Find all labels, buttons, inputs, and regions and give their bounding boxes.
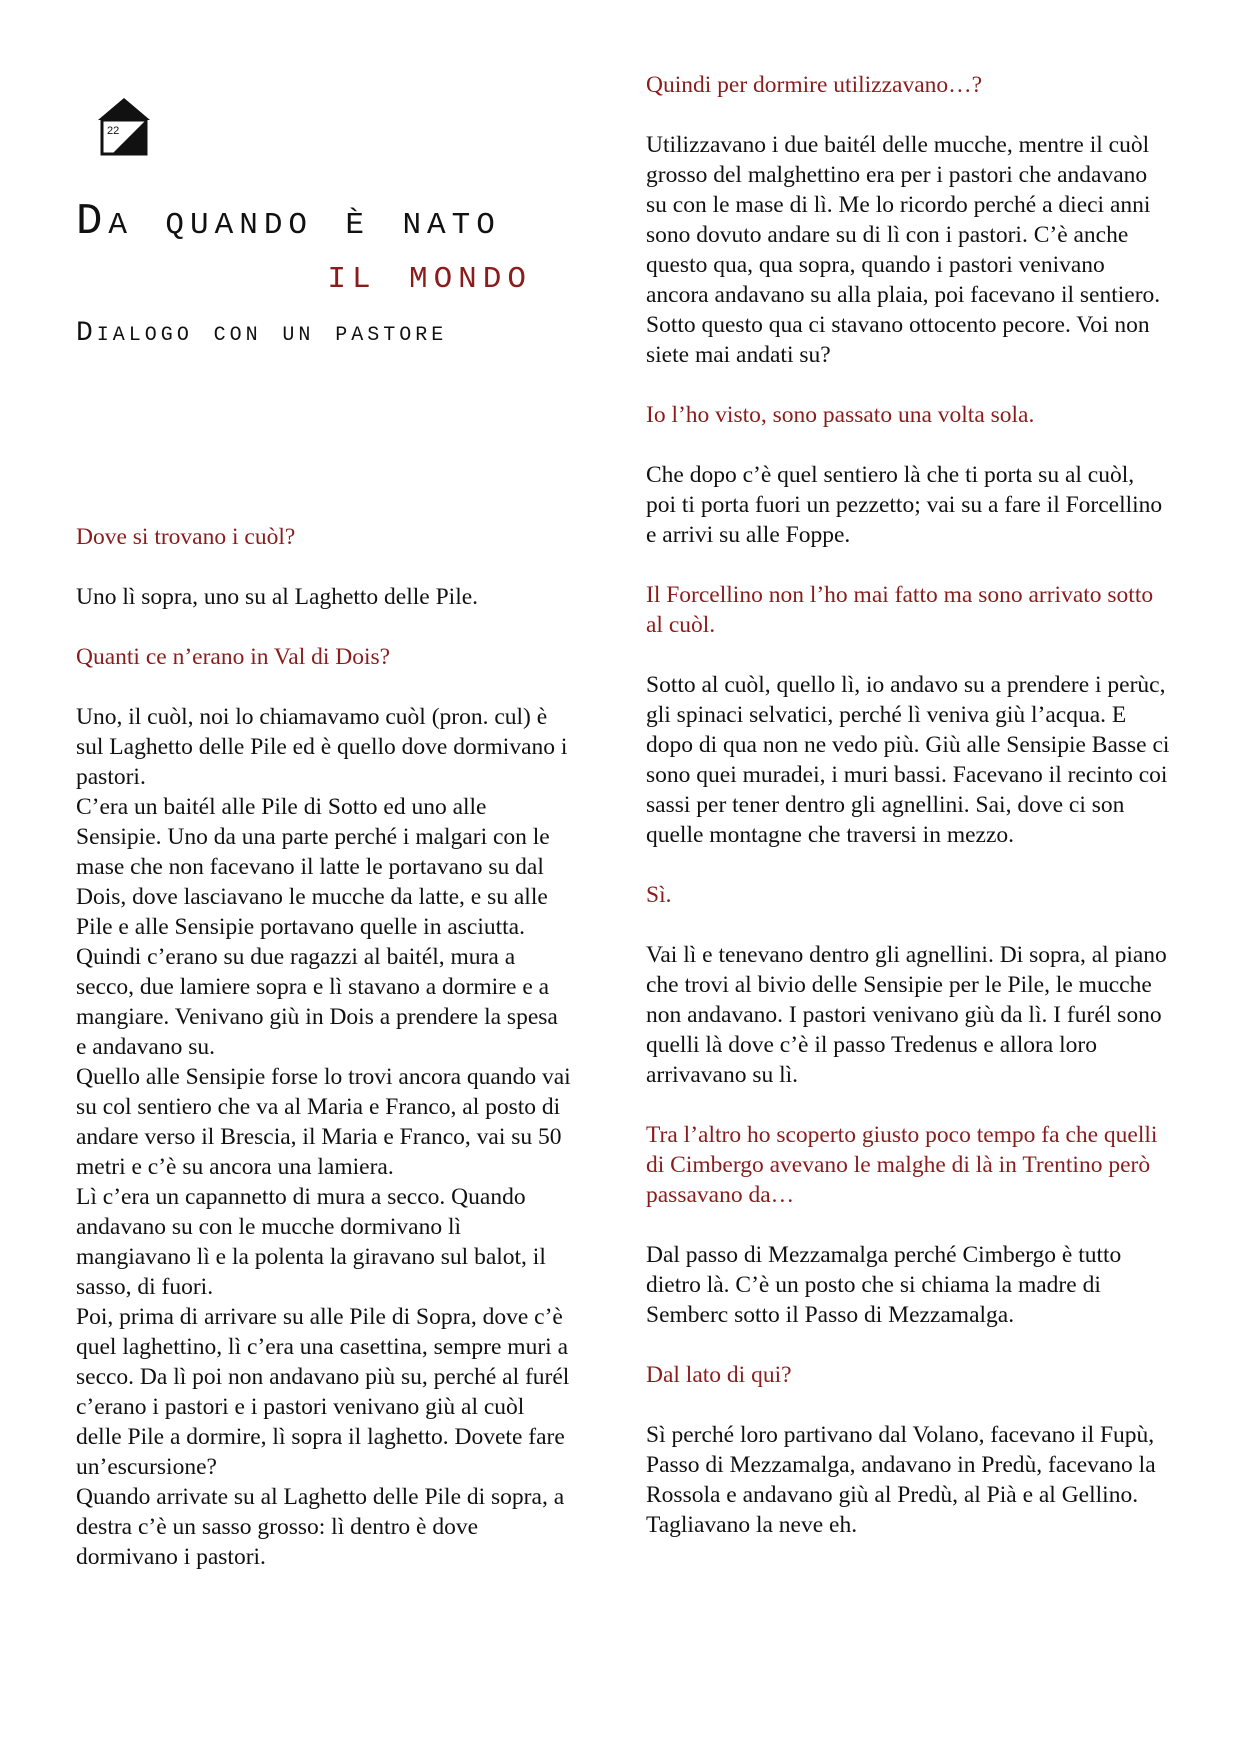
title-block (76, 196, 546, 349)
answer-paragraph: Poi, prima di arrivare su alle Pile di Sopra, dove c’è quel laghettino, lì c’era una casettina, sempre muri a secco. Da lì poi non andavano più su, perché al furél c’erano i pastori e i pastori venivano giù al cuòl delle Pile a dormire, lì sopra il laghetto. Dovete fare un’escursione? (76, 1304, 570, 1480)
shepherd-answer (646, 130, 1170, 370)
shepherd-answer (646, 460, 1170, 550)
interviewer-question: Quanti ce n’erano in Val di Dois? (76, 644, 391, 670)
shepherd-answer (646, 940, 1170, 1090)
answer-paragraph: Uno, il cuòl, noi lo chiamavamo cuòl (pron. cul) è sul Laghetto delle Pile ed è quello dove dormivano i pastori. (76, 704, 568, 790)
answer-paragraph: Quello alle Sensipie forse lo trovi ancora quando vai su col sentiero che va al Maria e Franco, al posto di andare verso il Brescia, il Maria e Franco, vai su 50 metri e c’è su ancora una lamiera. (76, 1064, 571, 1180)
shepherd-answer (646, 1240, 1170, 1330)
interviewer-question: Io l’ho visto, sono passato una volta sola. (646, 402, 1035, 428)
page-subtitle: Dialogo con un pastore (76, 318, 448, 349)
answer-paragraph: Utilizzavano i due baitél delle mucche, mentre il cuòl grosso del malghettino era per i pastori che andavano su con le mase di lì. Me lo ricordo perché a dieci anni sono dovuto andare su di lì con i pastori. C’è anche questo qua, qua sopra, quando i pastori venivano ancora andavano su alla plaia, poi facevano il sentiero. Sotto questo qua ci stavano ottocento pecore. Voi non siete mai andati su? (646, 132, 1161, 368)
answer-paragraph: Vai lì e tenevano dentro gli agnellini. Di sopra, al piano che trovi al bivio delle Sensipie per le Pile, le mucche non andavano. I pastori venivano giù da lì. I furél sono quelli là dove c’è il passo Tredenus e allora loro arrivavano su lì. (646, 942, 1167, 1088)
shepherd-answer (76, 582, 574, 612)
answer-paragraph: Lì c’era un capannetto di mura a secco. Quando andavano su con le mucche dormivano lì mangiavano lì e la polenta la giravano sul balot, il sasso, di fuori. (76, 1184, 546, 1300)
answer-paragraph: Quando arrivate su al Laghetto delle Pile di sopra, a destra c’è un sasso grosso: lì dentro è dove dormivano i pastori. (76, 1484, 565, 1570)
right-column (646, 70, 1170, 1570)
page-title-highlight: il mondo (327, 251, 532, 301)
left-column (76, 522, 574, 1602)
answer-paragraph: Sì perché loro partivano dal Volano, facevano il Fupù, Passo di Mezzamalga, andavano in Predù, facevano la Rossola e andavano giù al Predù, al Pià e al Gellino. Tagliavano la neve eh. (646, 1422, 1156, 1538)
interviewer-question: Quindi per dormire utilizzavano…? (646, 72, 983, 98)
house-icon (96, 96, 152, 156)
answer-paragraph: Dal passo di Mezzamalga perché Cimbergo è tutto dietro là. C’è un posto che si chiama la madre di Semberc sotto il Passo di Mezzamalga. (646, 1242, 1122, 1328)
interviewer-question: Il Forcellino non l’ho mai fatto ma sono arrivato sotto al cuòl. (646, 582, 1154, 638)
answer-paragraph: Sotto al cuòl, quello lì, io andavo su a prendere i perùc, gli spinaci selvatici, perché lì veniva giù l’acqua. E dopo di qua non ne vedo più. Giù alle Sensipie Basse ci sono quei muradei, i muri bassi. Facevano il recinto coi sassi per tener dentro gli agnellini. Sai, dove ci son quelle montagne che traversi in mezzo. (646, 672, 1170, 848)
page-number-badge (96, 96, 152, 156)
shepherd-answer (76, 702, 574, 1572)
interviewer-question: Tra l’altro ho scoperto giusto poco tempo fa che quelli di Cimbergo avevano le malghe di là in Trentino però passavano da… (646, 1122, 1158, 1208)
answer-paragraph: Uno lì sopra, uno su al Laghetto delle Pile. (76, 584, 479, 610)
page-title: Da quando è nato (76, 197, 501, 247)
answer-paragraph: C’era un baitél alle Pile di Sotto ed uno alle Sensipie. Uno da una parte perché i malgari con le mase che non facevano il latte le portavano su dal Dois, dove lasciavano le mucche da latte, e su alle Pile e alle Sensipie portavano quelle in asciutta. Quindi c’erano su due ragazzi al baitél, mura a secco, due lamiere sopra e lì stavano a dormire e a mangiare. Venivano giù in Dois a prendere la spesa e andavano su. (76, 794, 558, 1060)
interviewer-question: Sì. (646, 882, 672, 908)
page-number: 22 (107, 125, 120, 137)
answer-paragraph: Che dopo c’è quel sentiero là che ti porta su al cuòl, poi ti porta fuori un pezzetto; vai su a fare il Forcellino e arrivi su alle Foppe. (646, 462, 1163, 548)
interviewer-question: Dove si trovano i cuòl? (76, 524, 296, 550)
interviewer-question: Dal lato di qui? (646, 1362, 792, 1388)
shepherd-answer (646, 1420, 1170, 1540)
shepherd-answer (646, 670, 1170, 850)
